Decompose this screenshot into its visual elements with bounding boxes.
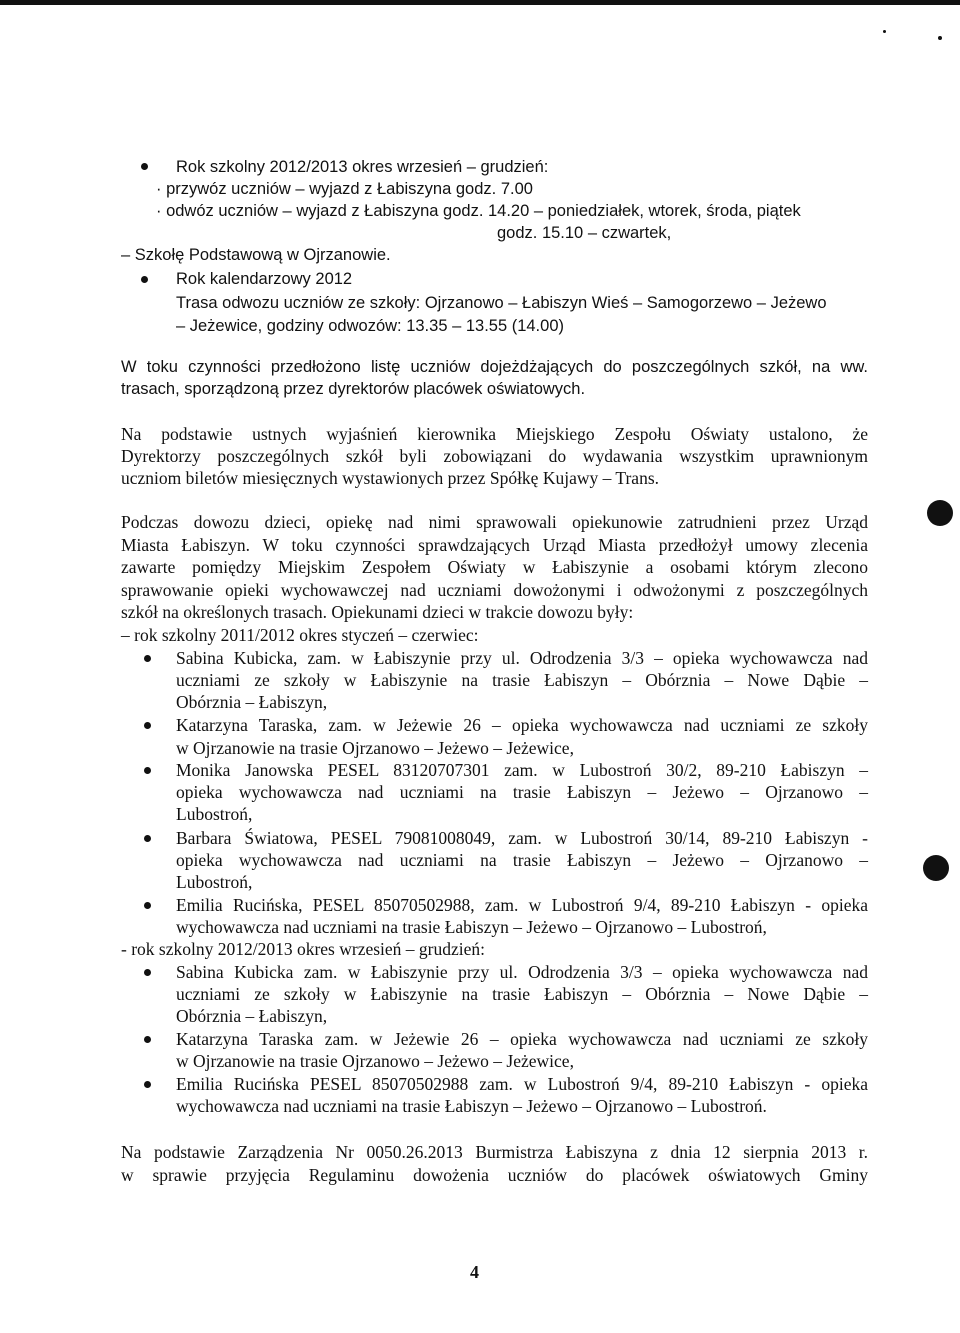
text-line: opieka wychowawcza nad uczniami na trasie Łabiszyn – Jeżewo – Ojrzanowo –	[176, 782, 868, 802]
text-line: · odwóz uczniów – wyjazd z Łabiszyna godz. 14.20 – poniedziałek, wtorek, środa, piątek	[156, 202, 801, 220]
list-item: Katarzyna Taraska, zam. w Jeżewie 26 – opieka wychowawcza nad uczniami ze szkoły	[176, 715, 868, 735]
text-line: Miasta Łabiszyn. W toku czynności sprawdzających Urząd Miasta przedłożył umowy zlecenia	[121, 535, 868, 555]
text-line: Obórznia – Łabiszyn,	[176, 692, 328, 712]
text-line: trasach, sporządzoną przez dyrektorów placówek oświatowych.	[121, 380, 586, 398]
list-bullet	[144, 969, 151, 976]
text-line: opieka wychowawcza nad uczniami na trasie Łabiszyn – Jeżewo – Ojrzanowo –	[176, 850, 868, 870]
text-line: uczniami ze szkoły w Łabiszynie na trasie Łabiszyn – Obórznia – Nowe Dąbie –	[176, 984, 868, 1004]
text-line: W toku czynności przedłożono listę uczniów dojeżdżających do poszczególnych szkół, na ww.	[121, 358, 868, 376]
list-bullet	[144, 835, 151, 842]
text-line: w Ojrzanowie na trasie Ojrzanowo – Jeżewo – Jeżewice,	[176, 738, 574, 758]
scan-top-edge	[0, 0, 960, 5]
text-line: Dyrektorzy poszczególnych szkół byli zobowiązani do wydawania wszystkim uprawnionym	[121, 446, 868, 466]
text-line: uczniami ze szkoły w Łabiszynie na trasie Łabiszyn – Obórznia – Nowe Dąbie –	[176, 670, 868, 690]
list-bullet	[144, 655, 151, 662]
text-line: wychowawcza nad uczniami na trasie Łabiszyn – Jeżewo – Ojrzanowo – Lubostroń.	[176, 1096, 767, 1116]
text-line: Na podstawie ustnych wyjaśnień kierownika Miejskiego Zespołu Oświaty ustalono, że	[121, 424, 868, 444]
text-line: sprawowanie opieki wychowawczej nad uczniami dowożonymi i odwożonymi z poszczególnych	[121, 580, 868, 600]
text-line: Rok szkolny 2012/2013 okres wrzesień – grudzień:	[176, 158, 549, 176]
list-item: Monika Janowska PESEL 83120707301 zam. w Lubostroń 30/2, 89-210 Łabiszyn –	[176, 760, 868, 780]
text-line: Lubostroń,	[176, 872, 253, 892]
text-line: Lubostroń,	[176, 804, 253, 824]
text-line: · przywóz uczniów – wyjazd z Łabiszyna godz. 7.00	[156, 180, 533, 198]
list-bullet	[141, 276, 148, 283]
punch-hole-mark	[927, 500, 953, 526]
text-line: - rok szkolny 2012/2013 okres wrzesień – grudzień:	[121, 939, 486, 959]
text-line: Obórznia – Łabiszyn,	[176, 1006, 328, 1026]
text-line: – Szkołę Podstawową w Ojrzanowie.	[121, 246, 391, 264]
page-number: 4	[470, 1262, 479, 1282]
text-line: Rok kalendarzowy 2012	[176, 270, 353, 288]
text-line: w sprawie przyjęcia Regulaminu dowożenia uczniów do placówek oświatowych Gminy	[121, 1165, 868, 1185]
text-line: szkół na określonych trasach. Opiekunami dzieci w trakcie dowozu były:	[121, 602, 634, 622]
list-bullet	[144, 1081, 151, 1088]
text-line: uczniom biletów miesięcznych wystawionych przez Spółkę Kujawy – Trans.	[121, 468, 660, 488]
text-line: zawarte pomiędzy Miejskim Zespołem Oświaty w Łabiszynie a osobami którym zlecono	[121, 557, 868, 577]
list-item: Katarzyna Taraska zam. w Jeżewie 26 – opieka wychowawcza nad uczniami ze szkoły	[176, 1029, 868, 1049]
scan-speck	[883, 30, 886, 33]
text-line: – rok szkolny 2011/2012 okres styczeń – czerwiec:	[121, 625, 479, 645]
list-item: Emilia Rucińska PESEL 85070502988 zam. w Lubostroń 9/4, 89-210 Łabiszyn - opieka	[176, 1074, 868, 1094]
list-item: Sabina Kubicka, zam. w Łabiszynie przy ul. Odrodzenia 3/3 – opieka wychowawcza nad	[176, 648, 868, 668]
list-bullet	[144, 767, 151, 774]
text-line: Podczas dowozu dzieci, opiekę nad nimi sprawowali opiekunowie zatrudnieni przez Urząd	[121, 512, 868, 532]
list-bullet	[144, 902, 151, 909]
list-bullet	[144, 722, 151, 729]
list-item: Emilia Rucińska, PESEL 85070502988, zam. w Lubostroń 9/4, 89-210 Łabiszyn - opieka	[176, 895, 868, 915]
list-item: Sabina Kubicka zam. w Łabiszynie przy ul. Odrodzenia 3/3 – opieka wychowawcza nad	[176, 962, 868, 982]
list-bullet	[141, 163, 148, 170]
text-line: Trasa odwozu uczniów ze szkoły: Ojrzanowo – Łabiszyn Wieś – Samogorzewo – Jeżewo	[176, 294, 827, 312]
punch-hole-mark	[923, 855, 949, 881]
text-line: godz. 15.10 – czwartek,	[497, 224, 672, 242]
scan-speck	[938, 36, 942, 40]
text-line: Na podstawie Zarządzenia Nr 0050.26.2013 Burmistrza Łabiszyna z dnia 12 sierpnia 2013 r.	[121, 1142, 868, 1162]
text-line: – Jeżewice, godziny odwozów: 13.35 – 13.55 (14.00)	[176, 317, 564, 335]
list-bullet	[144, 1036, 151, 1043]
list-item: Barbara Światowa, PESEL 79081008049, zam. w Lubostroń 30/14, 89-210 Łabiszyn -	[176, 828, 868, 848]
text-line: wychowawcza nad uczniami na trasie Łabiszyn – Jeżewo – Ojrzanowo – Lubostroń,	[176, 917, 767, 937]
text-line: w Ojrzanowie na trasie Ojrzanowo – Jeżewo – Jeżewice,	[176, 1051, 574, 1071]
